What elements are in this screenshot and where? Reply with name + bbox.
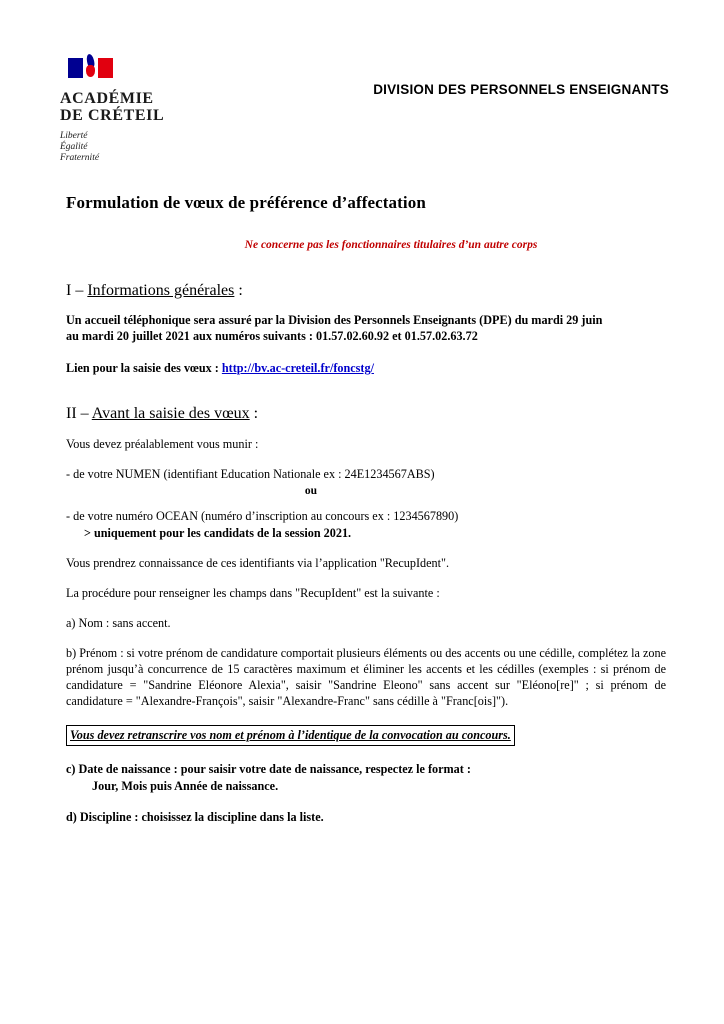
numen-bullet: - de votre NUMEN (identifiant Education Nationale ex : 24E1234567ABS) [66, 467, 435, 481]
item-a-nom: a) Nom : sans accent. [66, 616, 171, 630]
motto-fraternite: Fraternité [60, 153, 100, 163]
section-1-heading [66, 283, 666, 299]
phone-support-line1: Un accueil téléphonique sera assuré par la Division des Personnels Enseignants (DPE) du mardi 29 juin [66, 313, 603, 327]
academy-name-line2: DE CRÉTEIL [60, 107, 165, 124]
ocean-bullet-note: > uniquement pour les candidats de la session 2021. [84, 526, 352, 540]
motto-egalite: Égalité [60, 142, 88, 152]
section-2-colon: : [249, 405, 259, 422]
document-header [0, 52, 724, 162]
ocean-bullet: - de votre numéro OCEAN (numéro d’inscription au concours ex : 1234567890) [66, 509, 459, 523]
document-subtitle: Ne concerne pas les fonctionnaires titulaires d’un autre corps [244, 239, 538, 251]
page-title: Formulation de vœux de préférence d’affectation [66, 193, 426, 212]
motto-liberte: Liberté [60, 131, 88, 141]
section-1-colon: : [234, 282, 243, 299]
section-2-heading [66, 406, 666, 422]
section-1-title: Informations générales [87, 282, 235, 299]
phone-support-line2: au mardi 20 juillet 2021 aux numéros suivants : 01.57.02.60.92 et 01.57.02.63.72 [66, 329, 478, 343]
header-department-title: DIVISION DES PERSONNELS ENSEIGNANTS [373, 82, 669, 97]
item-c-date-naissance [66, 761, 666, 794]
item-c-line2: Jour, Mois puis Année de naissance. [92, 778, 279, 793]
item-d-discipline: d) Discipline : choisissez la discipline dans la liste. [66, 810, 324, 824]
republic-motto [60, 131, 240, 164]
academy-name [60, 90, 240, 124]
phone-support-paragraph [66, 312, 666, 344]
saisie-link[interactable]: http://bv.ac-creteil.fr/foncstg/ [221, 361, 374, 375]
saisie-link-line [66, 360, 666, 376]
ou-separator: ou [304, 485, 318, 497]
academy-name-line1: ACADÉMIE [60, 90, 154, 107]
section-2-number: II – [66, 405, 92, 422]
item-b-prenom: b) Prénom : si votre prénom de candidature comportait plusieurs éléments ou des accents ou une cédille, complétez la zone prénom jusqu’à concurrence de 15 caractères maximum et éliminer les accents et les cédilles (exemples : si prénom de candidature = "Sandrine Eléonore Alexia", saisir "Sandrine Eleono" sans accent sur "Eléono[re]" ; si prénom de candidature = "Alexandre-François", saisir "Alexandre-Franc" sans cédille à "Franc[ois]"). [66, 646, 666, 708]
section-1-number: I – [66, 282, 88, 299]
recupident-paragraph: Vous prendrez connaissance de ces identifiants via l’application "RecupIdent". [66, 556, 450, 570]
saisie-link-label: Lien pour la saisie des vœux : [66, 361, 222, 375]
academy-logo-block [60, 52, 240, 164]
section-2-intro: Vous devez préalablement vous munir : [66, 437, 259, 451]
document-body [66, 195, 666, 826]
procedure-paragraph: La procédure pour renseigner les champs dans "RecupIdent" est la suivante : [66, 586, 440, 600]
marianne-logo-icon [68, 52, 122, 84]
section-2-title: Avant la saisie des vœux [91, 405, 250, 422]
item-c-line1: c) Date de naissance : pour saisir votre date de naissance, respectez le format : [66, 762, 471, 776]
boxed-warning-note: Vous devez retranscrire vos nom et prénom à l’identique de la convocation au concours. [66, 725, 515, 746]
